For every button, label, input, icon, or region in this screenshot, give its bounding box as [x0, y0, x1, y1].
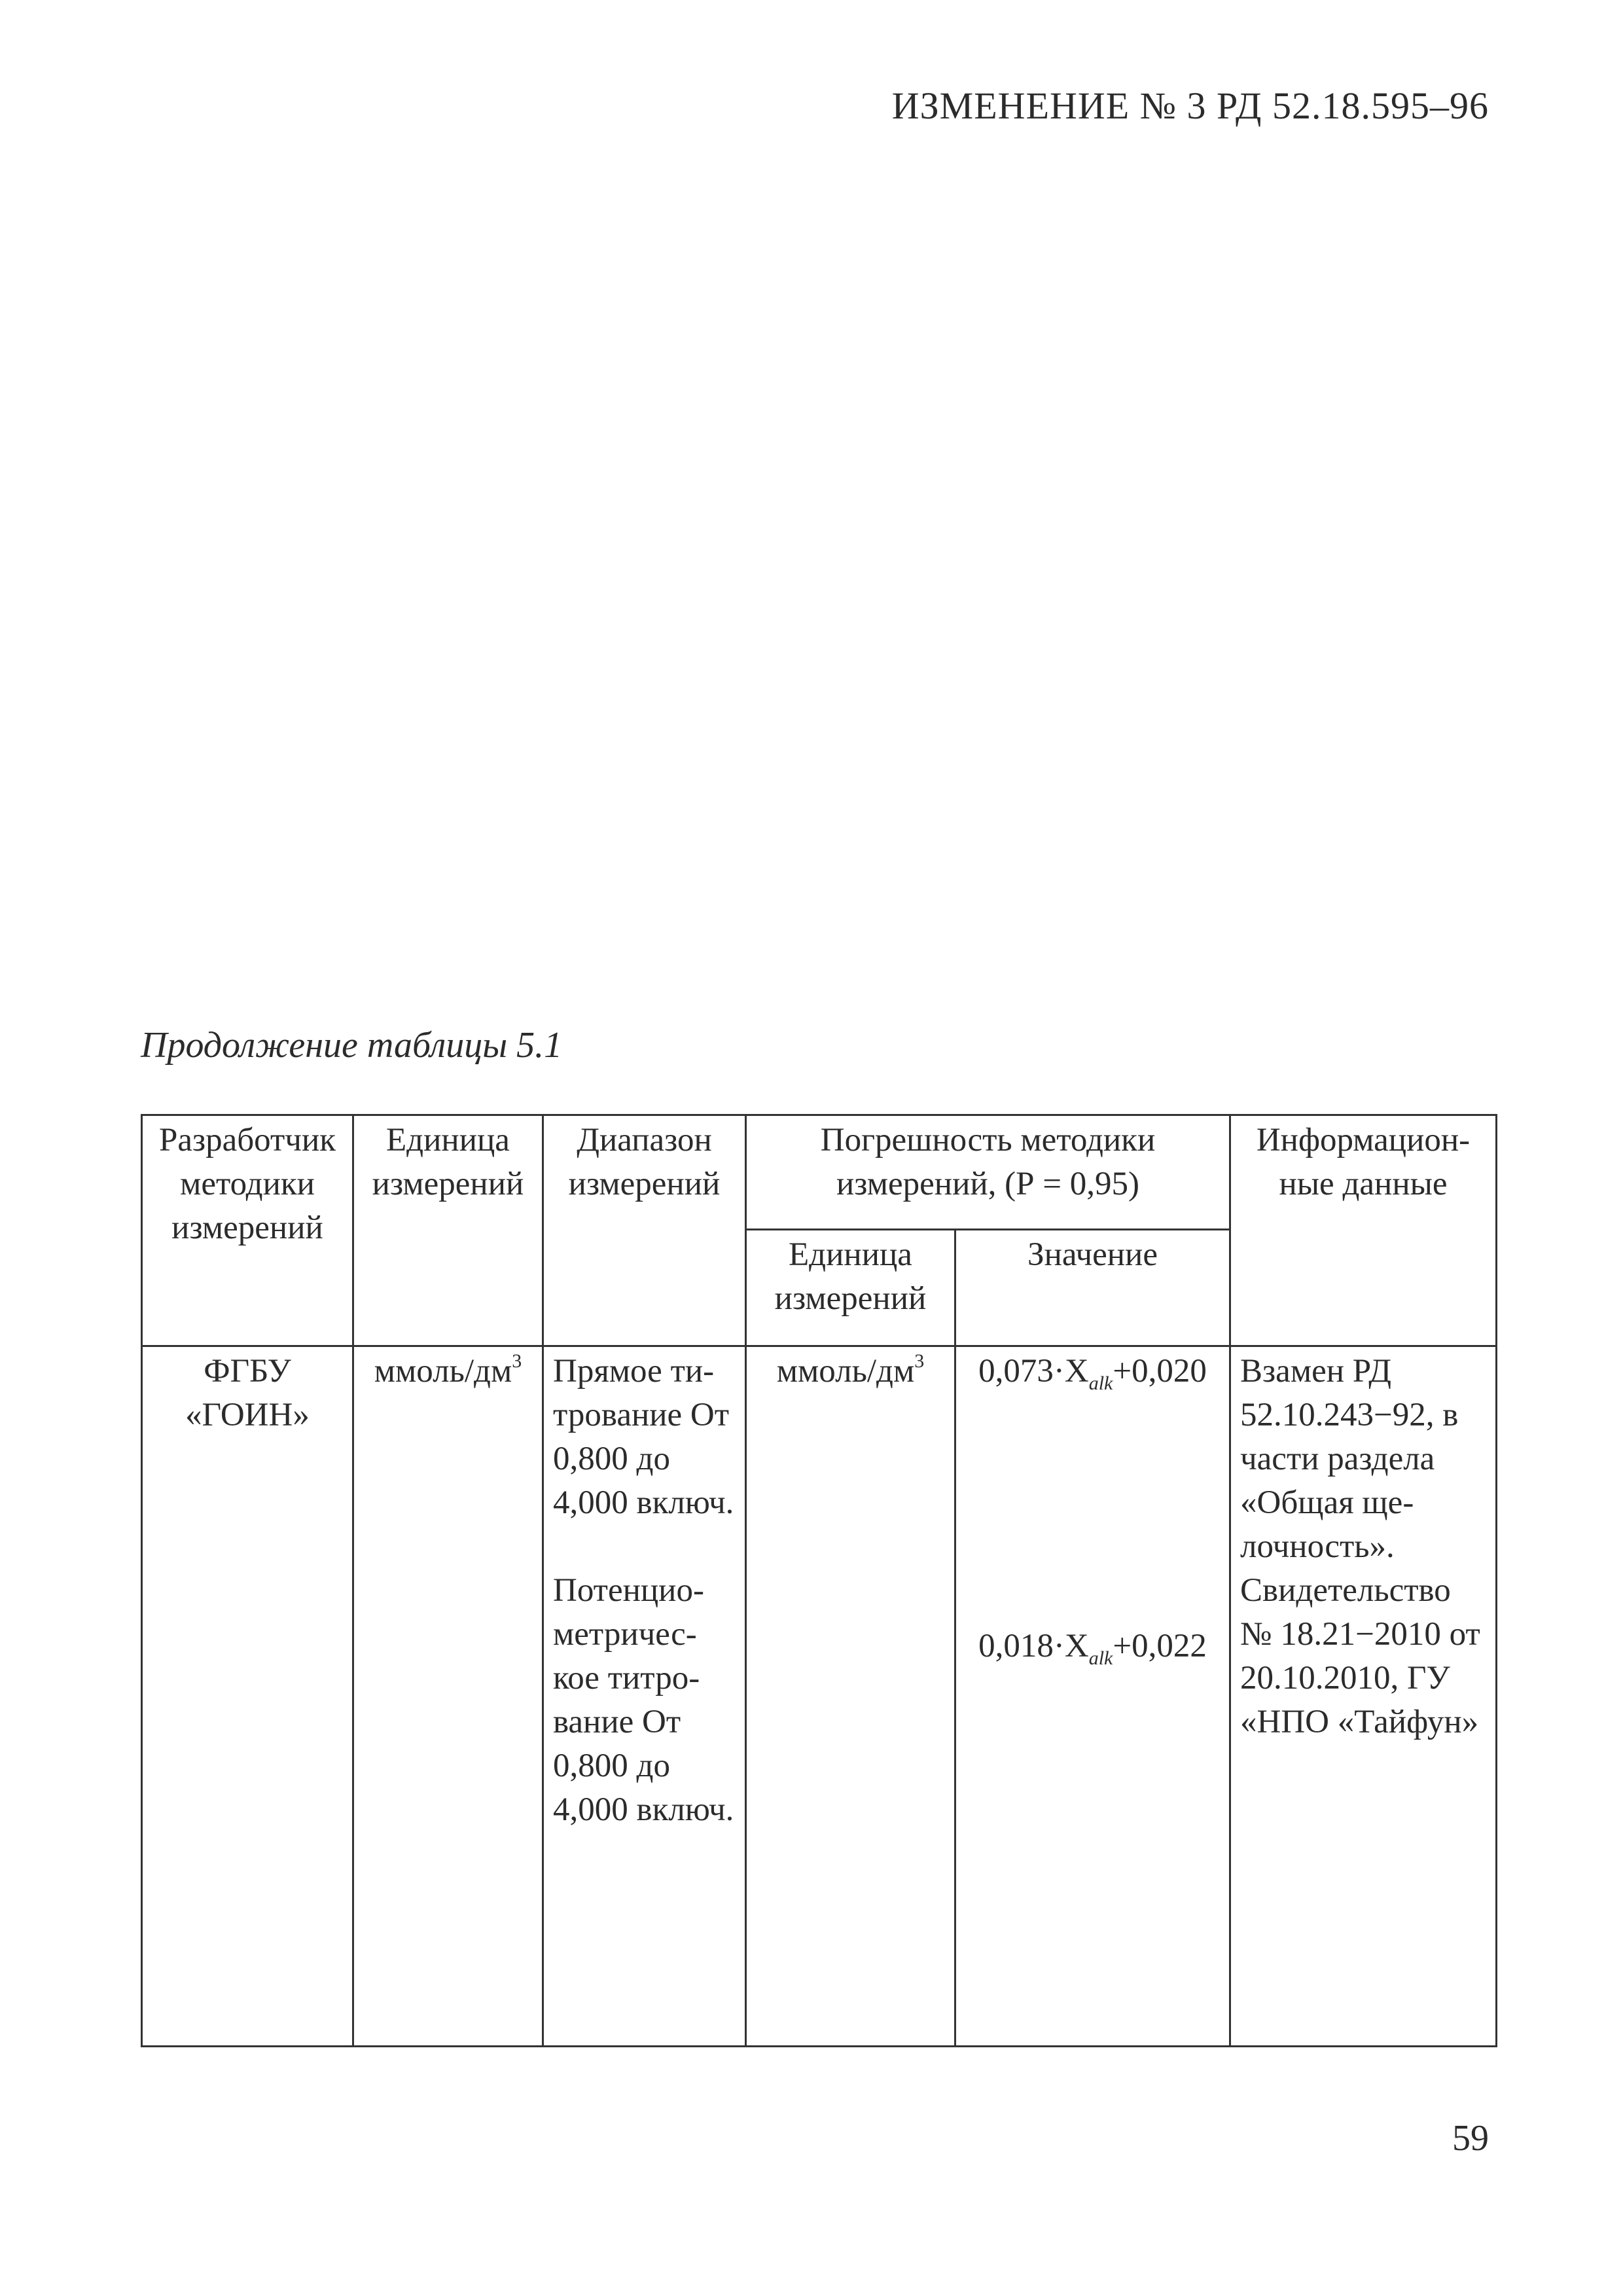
value-1-sub: alk	[1088, 1372, 1113, 1394]
cell-info: Взамен РД 52.10.243−92, в части раздела «Общая ще-лочность». Свидетельство № 18.21−2010 от 20.10.2010, ГУ «НПО «Тайфун»	[1230, 1346, 1497, 2047]
value-2-sub: alk	[1088, 1647, 1113, 1669]
range-direct-titration: Прямое ти-трование От 0,800 до 4,000 включ.	[553, 1353, 734, 1521]
cell-unit	[353, 1346, 543, 2047]
header-error-group: Погрешность методики измерений, (Р = 0,95)	[746, 1115, 1230, 1230]
value-1-suffix: +0,020	[1113, 1353, 1207, 1390]
document-header: ИЗМЕНЕНИЕ № 3 РД 52.18.595–96	[891, 84, 1489, 127]
table-row	[142, 1346, 1497, 2047]
cell-error-unit-text: ммоль/дм	[776, 1353, 915, 1390]
value-1-prefix: 0,073·X	[978, 1353, 1089, 1390]
cell-unit-sup: 3	[512, 1350, 522, 1372]
cell-developer: ФГБУ «ГОИН»	[142, 1346, 353, 2047]
value-direct-titration	[965, 1350, 1220, 1405]
header-info: Информацион-ные данные	[1230, 1115, 1497, 1346]
header-developer: Разработчик методики измерений	[142, 1115, 353, 1346]
cell-error-unit	[746, 1346, 955, 2047]
cell-range	[543, 1346, 746, 2047]
header-range: Диапазон измерений	[543, 1115, 746, 1346]
value-2-suffix: +0,022	[1113, 1628, 1207, 1664]
header-unit: Единица измерений	[353, 1115, 543, 1346]
cell-error-value	[955, 1346, 1230, 2047]
page-number: 59	[1452, 2118, 1489, 2159]
cell-unit-text: ммоль/дм	[374, 1353, 512, 1390]
value-potentiometric-titration	[965, 1624, 1220, 1680]
data-table	[141, 1114, 1497, 2047]
cell-error-unit-sup: 3	[914, 1350, 925, 1372]
range-potentiometric-titration: Потенцио-метричес-кое титро-вание От 0,800 до 4,000 включ.	[553, 1572, 734, 1828]
header-error-value: Значение	[955, 1230, 1230, 1346]
header-error-unit: Единица измерений	[746, 1230, 955, 1346]
table-caption: Продолжение таблицы 5.1	[141, 1025, 563, 1066]
value-2-prefix: 0,018·X	[978, 1628, 1089, 1664]
